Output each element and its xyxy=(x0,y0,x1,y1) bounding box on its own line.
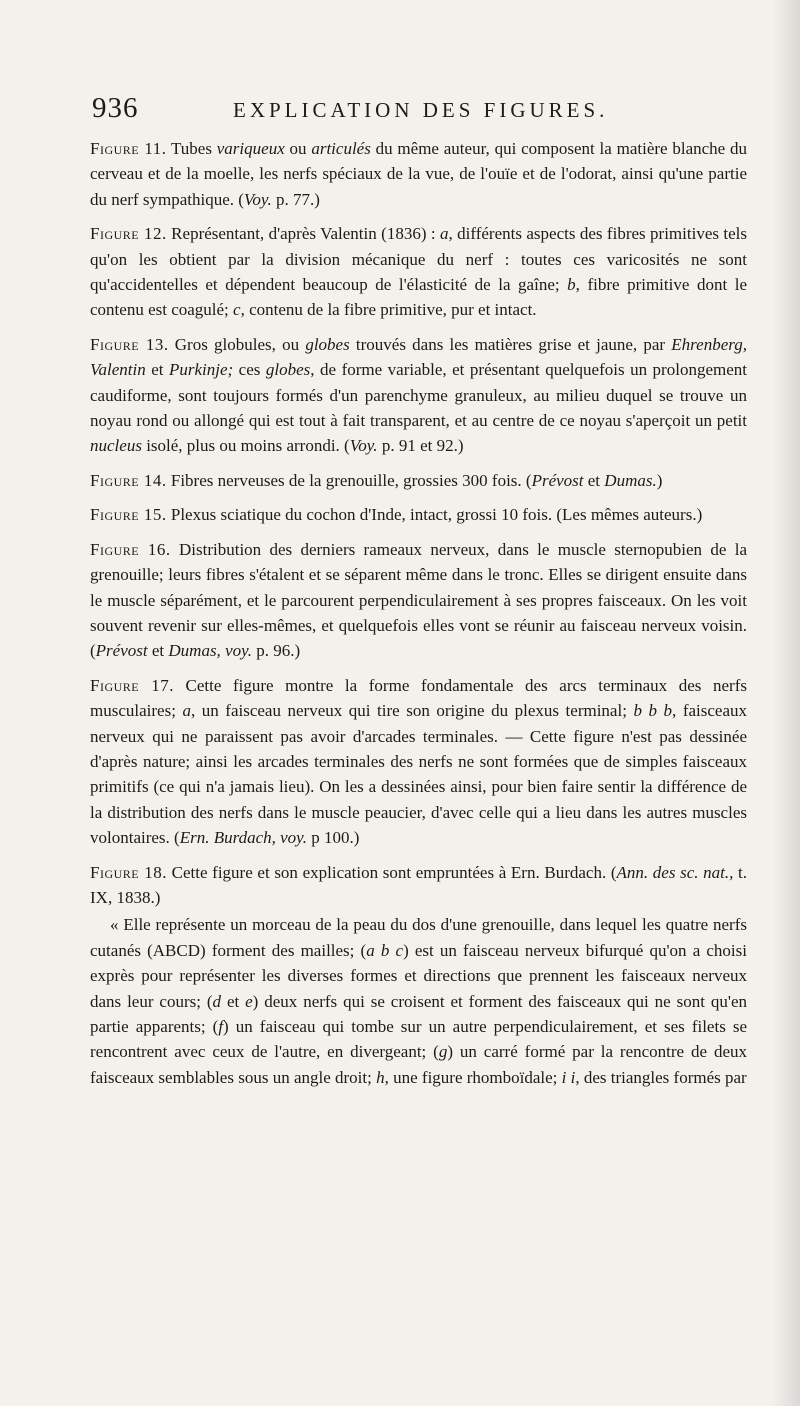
figure-label: Figure 12. xyxy=(90,224,167,244)
figure-14-caption: Figure 14. Fibres nerveuses de la grenouille, grossies 300 fois. (Prévost et Dumas.) xyxy=(90,470,663,490)
figure-label: Figure 11. xyxy=(90,139,167,158)
figure-18-caption: Figure 18. Cette figure et son explication sont empruntées à Ern. Burdach. (Ann. des sc. nat., t. IX, 1838.) xyxy=(90,862,747,907)
figure-17-caption: Figure 17. Cette figure montre la forme fondamentale des arcs terminaux des nerfs musculaires; a, un faisceau nerveux qui tire son origine du plexus terminal; b b b, faisceaux nerveux qui ne paraissent pas avoir d'arcades terminales. — Cette figure n'est pas dessinée d'après nature; ainsi les arcades terminales des nerfs ne sont formées que de simples faisceaux primitifs (ce qui n'a jamais lieu). On les a dessinées ainsi, pour bien faire sentir la différence de la distribution des nerfs dans le muscle peaucier, d'avec celle qui a lieu dans les autres muscles volontaires. (Ern. Burdach, voy. p 100.) xyxy=(90,675,747,848)
figure-label: Figure 18. xyxy=(90,862,168,882)
figure-15-caption: Figure 15. Plexus sciatique du cochon d'Inde, intact, grossi 10 fois. (Les mêmes auteurs.) xyxy=(90,505,703,525)
figure-explanations xyxy=(90,136,747,1090)
figure-13-caption: Figure 13. Gros globules, ou globes trouvés dans les matières grise et jaune, par Ehrenberg, Valentin et Purkinje; ces globes, de forme variable, et présentant quelquefois un prolongement caudiforme, sont toujours formés d'un parenchyme granuleux, au milieu duquel se trouve un noyau rond ou allongé qui est tout à fait transparent, et au centre de ce noyau s'aperçoit un petit nucleus isolé, plus ou moins arrondi. (Voy. p. 91 et 92.) xyxy=(90,334,747,456)
page-edge-shadow xyxy=(772,0,800,1406)
burdach-quotation: « Elle représente un morceau de la peau du dos d'une grenouille, dans lequel les quatre nerfs cutanés (ABCD) forment des mailles; (a b c) est un faisceau nerveux bifurqué qu'on a choisi exprès pour représenter les diverses formes et directions que prennent les faisceaux nerveux dans leur cours; (d et e) deux nerfs qui se croisent et forment des faisceaux qui ne sont qu'en partie apparents; (f) un faisceau qui tombe sur un autre perpendiculairement, et ses filets se rencontrent avec ceux de l'autre, en divergeant; (g) un carré formé par la rencontre de deux faisceaux semblables sous un angle droit; h, une figure rhomboïdale; i i, des triangles formés par xyxy=(90,915,748,1087)
running-title: EXPLICATION DES FIGURES. xyxy=(233,98,609,122)
figure-16-caption: Figure 16. Distribution des derniers rameaux nerveux, dans le muscle sternopubien de la grenouille; leurs fibres s'étalent et se séparent même dans le tronc. Elles se dirigent ensuite dans le muscle séparément, et le parcourent perpendiculairement à ses propres faisceaux. On les voit souvent revenir sur elles-mêmes, et quelquefois elles vont se réunir au faisceau nerveux voisin. (Prévost et Dumas, voy. p. 96.) xyxy=(90,539,747,661)
figure-label: Figure 16. xyxy=(90,539,171,559)
figure-11-caption: Figure 11. Tubes variqueux ou articulés du même auteur, qui composent la matière blanche du cerveau et de la moelle, les nerfs spéciaux de la vue, de l'ouïe et de l'odorat, ainsi qu'une partie du nerf sympathique. (Voy. p. 77.) xyxy=(90,139,748,209)
page-number: 936 xyxy=(92,92,139,124)
figure-label: Figure 15. xyxy=(90,505,167,525)
figure-12-caption: Figure 12. Représentant, d'après Valentin (1836) : a, différents aspects des fibres primitives tels qu'on les obtient par la division mécanique du nerf : toutes ces varicosités ne sont qu'accidentelles et dépendent beaucoup de l'élasticité de la gaîne; b, fibre primitive dont le contenu est coagulé; c, contenu de la fibre primitive, pur et intact. xyxy=(90,224,747,320)
page-header xyxy=(92,92,732,132)
figure-label: Figure 14. xyxy=(90,470,167,490)
figure-label: Figure 13. xyxy=(90,334,169,354)
figure-label: Figure 17. xyxy=(90,675,174,695)
